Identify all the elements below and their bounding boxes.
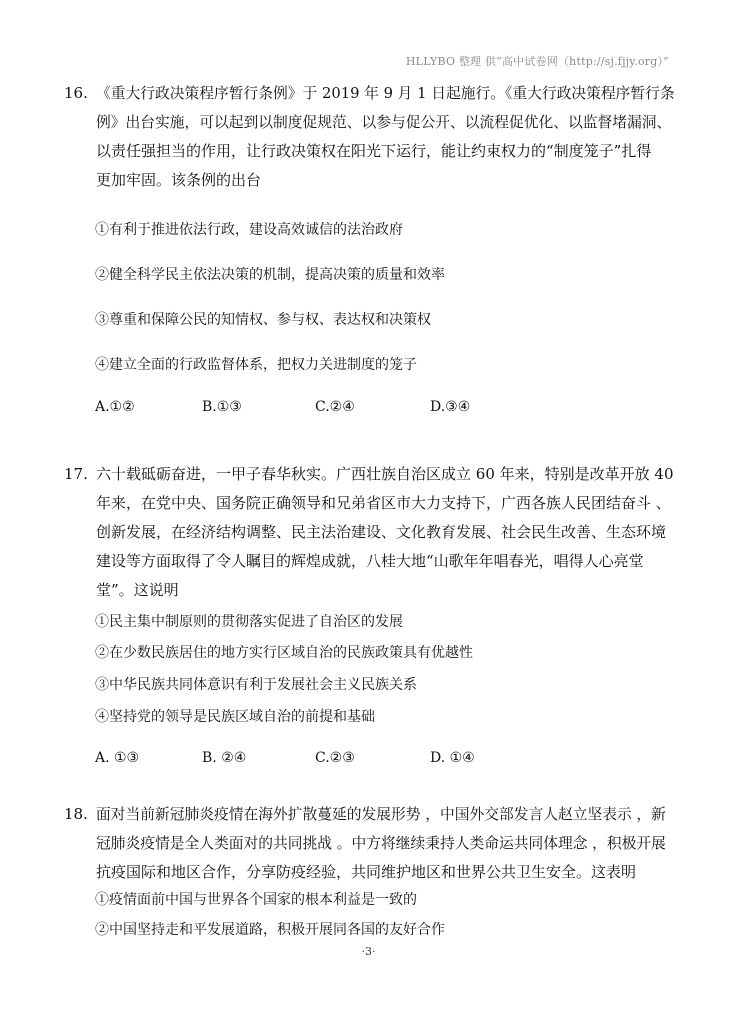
question-16-choice-d: D.③④ bbox=[430, 399, 471, 415]
question-16-option-1: ①有利于推进依法行政，建设高效诚信的法治政府 bbox=[95, 222, 403, 238]
question-16-line-4: 更加牢固。该条例的出台 bbox=[96, 171, 262, 189]
question-16-line-3: 以责任强担当的作用，让行政决策权在阳光下运行，能让约束权力的“制度笼子”扎得 bbox=[96, 142, 652, 160]
question-17-choice-d: D. ①④ bbox=[430, 750, 475, 766]
question-17-choice-c: C.②③ bbox=[315, 750, 355, 766]
question-17-option-4: ④坚持党的领导是民族区域自治的前提和基础 bbox=[95, 709, 375, 725]
question-18-option-2: ②中国坚持走和平发展道路，积极开展同各国的友好合作 bbox=[95, 922, 445, 938]
question-17-line-4: 建设等方面取得了令人瞩目的辉煌成就，八桂大地“山歌年年唱春光，唱得人心亮堂 bbox=[96, 552, 644, 570]
question-18-stem bbox=[0, 800, 737, 887]
question-17-choice-a: A. ①③ bbox=[95, 750, 140, 766]
question-18-option-1: ①疫情面前中国与世界各个国家的根本利益是一致的 bbox=[95, 892, 417, 908]
question-18-line-3: 抗疫国际和地区合作，分享防疫经验，共同维护地区和世界公共卫生安全。这表明 bbox=[96, 863, 637, 881]
question-16-choice-b: B.①③ bbox=[202, 399, 242, 415]
question-18-line-1: 面对当前新冠肺炎疫情在海外扩散蔓延的发展形势 ，中国外交部发言人赵立坚表示 ，新 bbox=[96, 806, 666, 823]
question-17-option-3: ③中华民族共同体意识有利于发展社会主义民族关系 bbox=[95, 677, 417, 693]
question-18 bbox=[0, 800, 737, 887]
question-17-number: 17. bbox=[64, 465, 88, 483]
question-16-choice-a: A.①② bbox=[95, 399, 135, 415]
question-17-line-5: 堂”。这说明 bbox=[96, 581, 179, 599]
question-16-line-1: 《重大行政决策程序暂行条例》于 2019 年 9 月 1 日起施行。《重大行政决策程序暂行条 bbox=[96, 85, 675, 102]
question-16-option-4: ④建立全面的行政监督体系，把权力关进制度的笼子 bbox=[95, 357, 417, 373]
question-16-number: 16. bbox=[64, 84, 88, 102]
question-16-stem bbox=[0, 79, 737, 195]
question-17-line-1: 六十载砥砺奋进，一甲子春华秋实。广西壮族自治区成立 60 年来，特别是改革开放 40 bbox=[96, 465, 674, 483]
question-18-line-2: 冠肺炎疫情是全人类面对的共同挑战 。中方将继续秉持人类命运共同体理念 ，积极开展 bbox=[96, 835, 666, 852]
question-17-line-3: 创新发展，在经济结构调整、民主法治建设、文化教育发展、社会民生改善、生态环境 bbox=[96, 523, 667, 541]
question-17-line-2: 年来，在党中央、国务院正确领导和兄弟省区市大力支持下，广西各族人民团结奋斗 、 bbox=[96, 494, 671, 512]
question-16-option-3: ③尊重和保障公民的知情权、参与权、表达权和决策权 bbox=[95, 312, 431, 328]
question-17-stem bbox=[0, 460, 737, 605]
header-note: HLLYBO 整理 供“高中试卷网（http://sj.fjjy.org）” bbox=[405, 55, 669, 68]
question-17 bbox=[0, 460, 737, 605]
question-18-number: 18. bbox=[64, 805, 88, 823]
question-17-option-1: ①民主集中制原则的贯彻落实促进了自治区的发展 bbox=[95, 614, 403, 630]
question-16-choice-c: C.②④ bbox=[315, 399, 355, 415]
question-17-choice-b: B. ②④ bbox=[202, 750, 247, 766]
question-17-option-2: ②在少数民族居住的地方实行区域自治的民族政策具有优越性 bbox=[95, 645, 473, 661]
question-16-option-2: ②健全科学民主依法决策的机制，提高决策的质量和效率 bbox=[95, 267, 445, 283]
question-16-line-2: 例》出台实施，可以起到以制度促规范、以参与促公开、以流程促优化、以监督堵漏洞、 bbox=[96, 114, 672, 131]
page-number: ·3· bbox=[361, 945, 376, 958]
question-16 bbox=[0, 79, 737, 195]
